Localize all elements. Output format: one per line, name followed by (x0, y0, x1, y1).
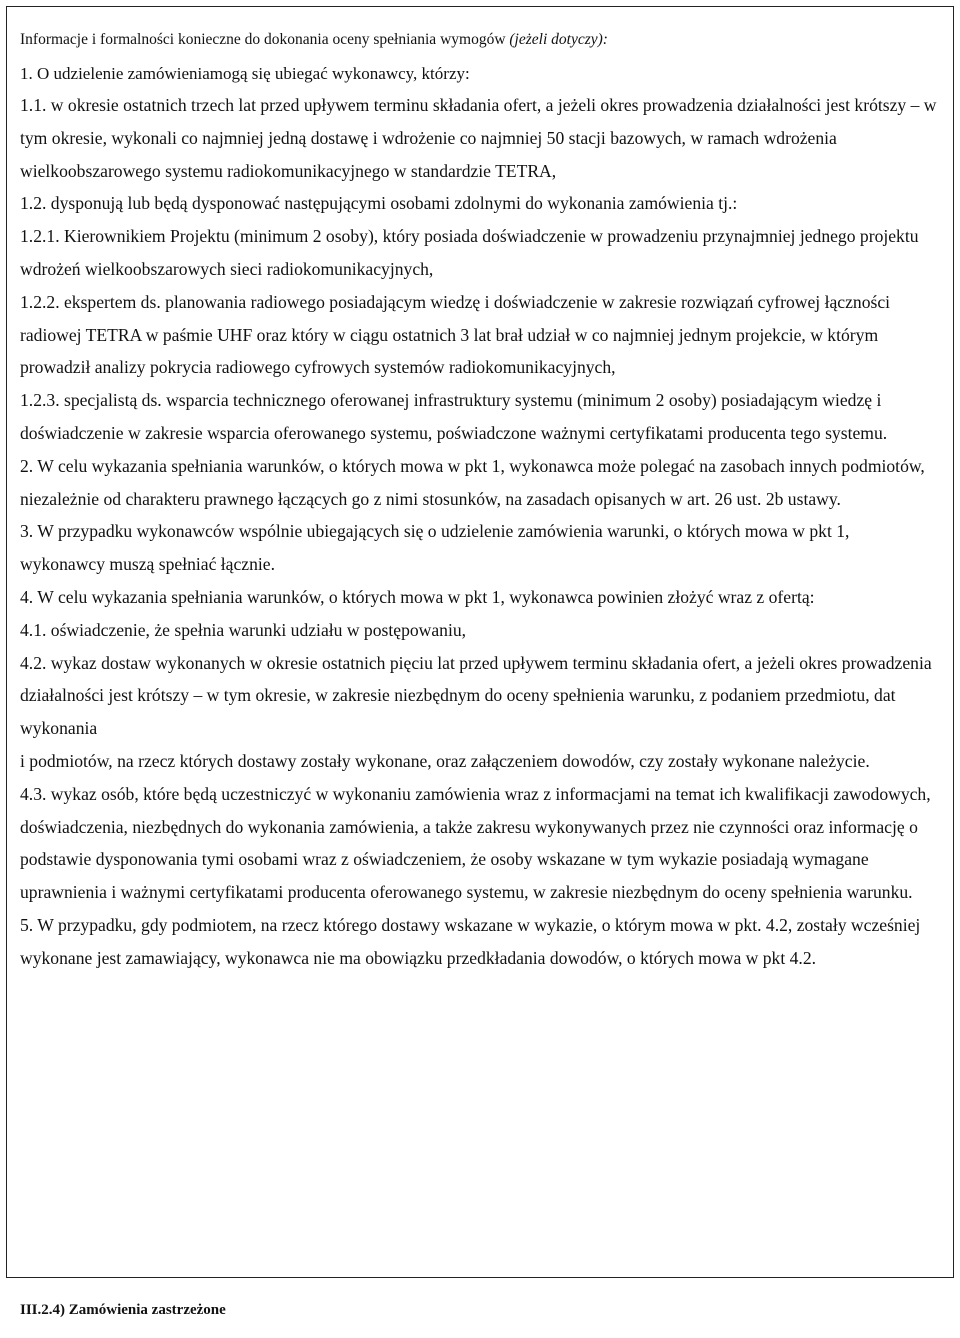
paragraph-4-2-continued: i podmiotów, na rzecz których dostawy zostały wykonane, oraz załączeniem dowodów, czy zostały wykonane należycie. (20, 750, 870, 771)
section-header-condition: (jeżeli dotyczy): (509, 31, 608, 48)
frame-border-top (6, 6, 954, 7)
frame-border-bottom (6, 1277, 954, 1278)
paragraph-4-2: 4.2. wykaz dostaw wykonanych w okresie ostatnich pięciu lat przed upływem terminu składania ofert, a jeżeli okres prowadzenia działalności jest krótszy – w tym okresie, w zakresie niezbędnym do oceny spełnienia warunku, z podaniem przedmiotu, dat wykonania (20, 652, 932, 739)
paragraph-4: 4. W celu wykazania spełniania warunków, o których mowa w pkt 1, wykonawca powinien złożyć wraz z ofertą: (20, 586, 815, 607)
paragraph-1-2-3: 1.2.3. specjalistą ds. wsparcia technicznego oferowanej infrastruktury systemu (minimum 2 osoby) posiadającym wiedzę i doświadczenie w zakresie wsparcia oferowanego systemu, poświadczone ważnymi certyfikatami producenta tego systemu. (20, 390, 888, 443)
section-header-text: Informacje i formalności konieczne do dokonania oceny spełniania wymogów (20, 31, 506, 48)
paragraph-5: 5. W przypadku, gdy podmiotem, na rzecz którego dostawy wskazane w wykazie, o którym mowa w pkt. 4.2, zostały wcześniej wykonane jest zamawiający, wykonawca nie ma obowiązku przedkładania dowodów, o których mowa w pkt 4.2. (20, 914, 921, 968)
paragraph-1-2-1: 1.2.1. Kierownikiem Projektu (minimum 2 osoby), który posiada doświadczenie w prowadzeniu przynajmniej jednego projektu wdrożeń wielkoobszarowych sieci radiokomunikacyjnych, (20, 226, 919, 279)
intro-line: 1. O udzielenie zamówieniamogą się ubiegać wykonawcy, którzy: (20, 64, 470, 83)
section-header (20, 30, 608, 50)
paragraph-2: 2. W celu wykazania spełniania warunków, o których mowa w pkt 1, wykonawca może polegać na zasobach innych podmiotów, niezależnie od charakteru prawnego łączących go z nimi stosunków, na zasadach opisanych w art. 26 ust. 2b ustawy. (20, 455, 925, 509)
paragraph-1-1: 1.1. w okresie ostatnich trzech lat przed upływem terminu składania ofert, a jeżeli okres prowadzenia działalności jest krótszy – w tym okresie, wykonali co najmniej jedną dostawę i wdrożenie co najmniej 50 stacji bazowych, w ramach wdrożenia wielkoobszarowego systemu radiokomunikacyjnego w standardzie TETRA, (20, 95, 937, 181)
paragraph-4-3: 4.3. wykaz osób, które będą uczestniczyć w wykonaniu zamówienia wraz z informacjami na temat ich kwalifikacji zawodowych, doświadczenia, niezbędnych do wykonania zamówienia, a także zakresu wykonywanych przez nie czynności oraz informację o podstawie dysponowania tymi osobami wraz z oświadczeniem, że osoby wskazane w tym wykazie posiadają wymagane uprawnienia i ważnymi certyfikatami producenta oferowanego systemu, w zakresie niezbędnym do oceny spełnienia warunku. (20, 783, 931, 903)
footer-section-heading: III.2.4) Zamówienia zastrzeżone (20, 1302, 226, 1318)
paragraph-1-2: 1.2. dysponują lub będą dysponować następującymi osobami zdolnymi do wykonania zamówienia tj.: (20, 193, 738, 214)
paragraph-4-1: 4.1. oświadczenie, że spełnia warunki udziału w postępowaniu, (20, 619, 467, 640)
frame-border-left (6, 6, 7, 1278)
document-body (20, 89, 938, 975)
paragraph-3: 3. W przypadku wykonawców wspólnie ubiegających się o udzielenie zamówienia warunki, o których mowa w pkt 1, wykonawcy muszą spełniać łącznie. (20, 521, 850, 575)
paragraph-1-2-2: 1.2.2. ekspertem ds. planowania radiowego posiadającym wiedzę i doświadczenie w zakresie rozwiązań cyfrowej łączności radiowej TETRA w paśmie UHF oraz który w ciągu ostatnich 3 lat brał udział w co najmniej jednym projekcie, w którym prowadził analizy pokrycia radiowego cyfrowych systemów radiokomunikacyjnych, (20, 291, 891, 378)
frame-border-right (953, 6, 954, 1278)
